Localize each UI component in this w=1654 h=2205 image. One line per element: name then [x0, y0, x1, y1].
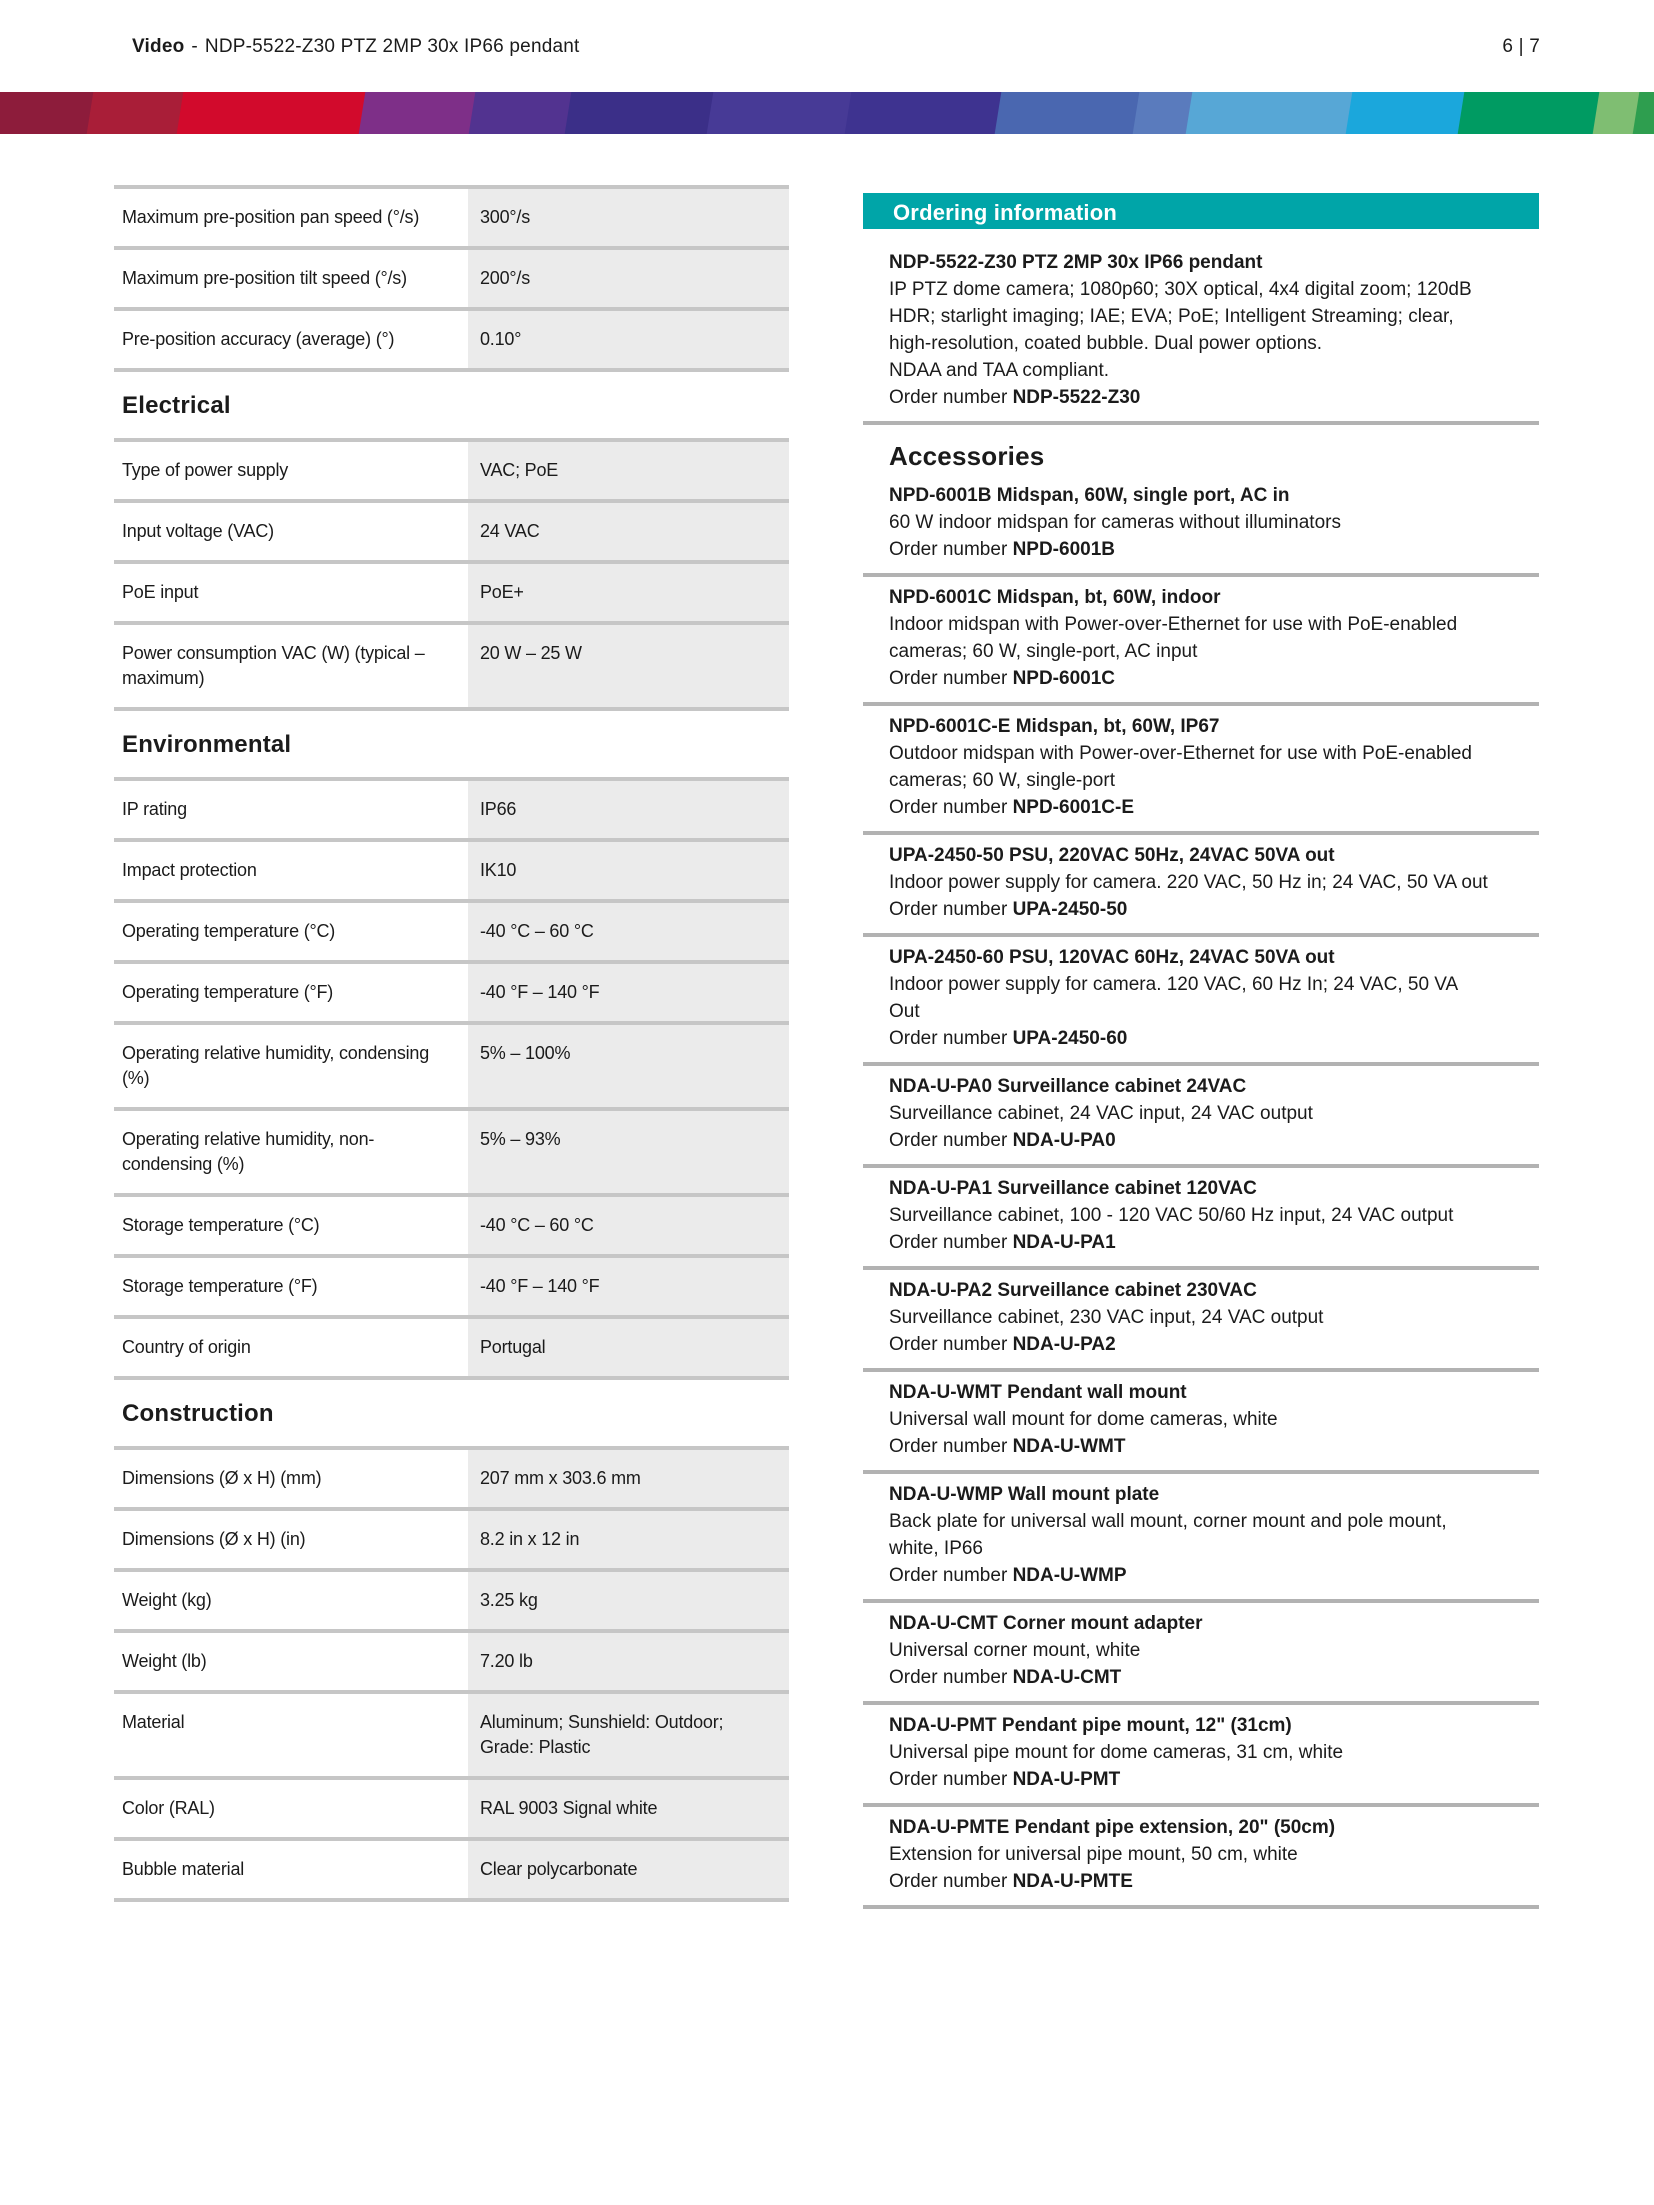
- ordering-column: [863, 193, 1539, 1909]
- accessory-name: NPD-6001C Midspan, bt, 60W, indoor: [889, 587, 1221, 608]
- accessory-order-line: [889, 1025, 1493, 1052]
- color-bar-segment: [468, 92, 578, 134]
- accessory-order-line: [889, 1562, 1493, 1589]
- spec-label: Country of origin: [122, 1337, 251, 1357]
- accessory-description: Indoor midspan with Power-over-Ethernet for use with PoE-enabled cameras; 60 W, single-port, AC input: [889, 614, 1458, 662]
- spec-table-row: [114, 560, 789, 621]
- accessory-item: [863, 1168, 1539, 1270]
- spec-value: 300°/s: [468, 189, 789, 246]
- accessory-name: NDA-U-PA2 Surveillance cabinet 230VAC: [889, 1280, 1257, 1301]
- spec-table: [114, 185, 789, 372]
- product-description: IP PTZ dome camera; 1080p60; 30X optical, 4x4 digital zoom; 120dB HDR; starlight imaging; IAE; EVA; PoE; Intelligent Streaming; clear, high-resolution, coated bubble. Dual power options.: [889, 279, 1472, 354]
- spec-table-row: [114, 1690, 789, 1776]
- spec-value: 0.10°: [468, 311, 789, 368]
- order-number-label: Order number: [889, 387, 1008, 408]
- spec-table-row: [114, 185, 789, 246]
- header-separator: -: [191, 36, 198, 57]
- spec-table-row: [114, 307, 789, 368]
- order-number-label: Order number: [889, 1130, 1008, 1151]
- spec-label: Material: [122, 1712, 185, 1732]
- order-number-label: Order number: [889, 1334, 1008, 1355]
- spec-section-title: Electrical: [122, 392, 231, 419]
- color-bar-segment: [994, 92, 1147, 134]
- spec-table: [114, 777, 789, 1380]
- accessory-order-number: NDA-U-WMT: [1012, 1436, 1126, 1457]
- spec-table-row: [114, 1021, 789, 1107]
- accessory-item: [863, 1705, 1539, 1807]
- order-number-label: Order number: [889, 1769, 1008, 1790]
- accessory-item: [863, 937, 1539, 1066]
- product-compliance-note: NDAA and TAA compliant.: [889, 360, 1110, 381]
- spec-table-row: [114, 1837, 789, 1898]
- product-order-line: [889, 384, 1493, 411]
- accessory-description: Universal wall mount for dome cameras, white: [889, 1409, 1278, 1430]
- color-bar-segment: [564, 92, 721, 134]
- accessory-name: NDA-U-PA1 Surveillance cabinet 120VAC: [889, 1178, 1257, 1199]
- spec-table-row: [114, 1193, 789, 1254]
- spec-label: Pre-position accuracy (average) (°): [122, 329, 395, 349]
- accessory-order-number: NDA-U-PMT: [1012, 1769, 1121, 1790]
- accessory-description: Universal corner mount, white: [889, 1640, 1141, 1661]
- accessory-name: NDA-U-WMP Wall mount plate: [889, 1484, 1160, 1505]
- spec-value: 207 mm x 303.6 mm: [468, 1450, 789, 1507]
- page-header: [132, 36, 1540, 58]
- spec-section: [114, 1400, 789, 1902]
- spec-value: Aluminum; Sunshield: Outdoor; Grade: Plastic: [468, 1694, 789, 1776]
- accessory-name: NPD-6001C-E Midspan, bt, 60W, IP67: [889, 716, 1220, 737]
- accessory-order-line: [889, 1229, 1493, 1256]
- accessory-description: Indoor power supply for camera. 120 VAC, 60 Hz In; 24 VAC, 50 VA Out: [889, 974, 1458, 1022]
- spec-value: -40 °F – 140 °F: [468, 964, 789, 1021]
- accessory-name: UPA-2450-50 PSU, 220VAC 50Hz, 24VAC 50VA out: [889, 845, 1335, 866]
- accessory-item: [863, 1603, 1539, 1705]
- spec-value: -40 °C – 60 °C: [468, 1197, 789, 1254]
- accessory-description: Universal pipe mount for dome cameras, 31 cm, white: [889, 1742, 1344, 1763]
- spec-label: Weight (kg): [122, 1590, 212, 1610]
- color-bar-segment: [1186, 92, 1361, 134]
- spec-label: Operating temperature (°F): [122, 982, 334, 1002]
- accessory-order-line: [889, 1766, 1493, 1793]
- color-bar-segment: [706, 92, 859, 134]
- page-number: 6 | 7: [1502, 36, 1540, 57]
- spec-table-row: [114, 621, 789, 707]
- ordering-information-banner: [863, 193, 1539, 229]
- spec-label: Maximum pre-position tilt speed (°/s): [122, 268, 407, 288]
- accessory-name: NDA-U-PMT Pendant pipe mount, 12" (31cm): [889, 1715, 1292, 1736]
- spec-table-row: [114, 438, 789, 499]
- spec-table: [114, 438, 789, 711]
- color-bar-segment: [845, 92, 1009, 134]
- spec-section-title: Construction: [122, 1400, 274, 1427]
- accessory-item: [863, 835, 1539, 937]
- brand-color-bar: [0, 92, 1654, 134]
- spec-value: 24 VAC: [468, 503, 789, 560]
- order-number-label: Order number: [889, 899, 1008, 920]
- accessory-name: NDA-U-PMTE Pendant pipe extension, 20" (50cm): [889, 1817, 1336, 1838]
- spec-label: Storage temperature (°C): [122, 1215, 320, 1235]
- order-number-label: Order number: [889, 1028, 1008, 1049]
- accessory-name: NDA-U-CMT Corner mount adapter: [889, 1613, 1203, 1634]
- spec-value: Clear polycarbonate: [468, 1841, 789, 1898]
- ordering-information-title: Ordering information: [893, 200, 1117, 225]
- spec-value: 5% – 100%: [468, 1025, 789, 1107]
- accessory-description: 60 W indoor midspan for cameras without illuminators: [889, 512, 1341, 533]
- order-number-label: Order number: [889, 1871, 1008, 1892]
- accessory-item: [863, 577, 1539, 706]
- spec-section: [114, 185, 789, 372]
- spec-table-row: [114, 1507, 789, 1568]
- spec-value: -40 °C – 60 °C: [468, 903, 789, 960]
- spec-label: Type of power supply: [122, 460, 289, 480]
- spec-label: Operating temperature (°C): [122, 921, 336, 941]
- spec-table-row: [114, 838, 789, 899]
- accessory-order-line: [889, 1433, 1493, 1460]
- accessories-heading: Accessories: [889, 441, 1045, 471]
- order-number-label: Order number: [889, 1565, 1008, 1586]
- spec-value: IP66: [468, 781, 789, 838]
- header-category: Video: [132, 36, 185, 57]
- accessory-description: Indoor power supply for camera. 220 VAC, 50 Hz in; 24 VAC, 50 VA out: [889, 872, 1488, 893]
- spec-table-row: [114, 1254, 789, 1315]
- accessory-order-line: [889, 1664, 1493, 1691]
- spec-table-row: [114, 777, 789, 838]
- spec-table-row: [114, 1107, 789, 1193]
- product-name: NDP-5522-Z30 PTZ 2MP 30x IP66 pendant: [889, 252, 1263, 273]
- spec-table-row: [114, 899, 789, 960]
- spec-table-row: [114, 499, 789, 560]
- accessory-item: [863, 1372, 1539, 1474]
- accessory-order-number: UPA-2450-50: [1012, 899, 1128, 920]
- accessory-description: Surveillance cabinet, 230 VAC input, 24 VAC output: [889, 1307, 1324, 1328]
- spec-label: Color (RAL): [122, 1798, 215, 1818]
- accessory-name: NPD-6001B Midspan, 60W, single port, AC in: [889, 485, 1290, 506]
- accessory-order-line: [889, 665, 1493, 692]
- spec-value: -40 °F – 140 °F: [468, 1258, 789, 1315]
- order-number-label: Order number: [889, 1436, 1008, 1457]
- accessory-item: [863, 706, 1539, 835]
- color-bar-segment: [1458, 92, 1608, 134]
- spec-table-row: [114, 1776, 789, 1837]
- accessory-item: [863, 475, 1539, 577]
- order-number-label: Order number: [889, 1667, 1008, 1688]
- accessory-order-number: NDA-U-PA1: [1012, 1232, 1116, 1253]
- order-number: NDP-5522-Z30: [1012, 387, 1141, 408]
- spec-table-row: [114, 1629, 789, 1690]
- spec-section: [114, 392, 789, 711]
- color-bar-segment: [1346, 92, 1472, 134]
- spec-table-row: [114, 1568, 789, 1629]
- order-number-label: Order number: [889, 797, 1008, 818]
- accessory-item: [863, 1066, 1539, 1168]
- spec-table-row: [114, 960, 789, 1021]
- accessory-order-line: [889, 1868, 1493, 1895]
- accessory-order-line: [889, 896, 1493, 923]
- spec-label: Impact protection: [122, 860, 257, 880]
- order-number-label: Order number: [889, 668, 1008, 689]
- spec-label: Input voltage (VAC): [122, 521, 274, 541]
- accessory-name: UPA-2450-60 PSU, 120VAC 60Hz, 24VAC 50VA out: [889, 947, 1335, 968]
- accessories-list: [863, 475, 1539, 1909]
- spec-value: VAC; PoE: [468, 442, 789, 499]
- color-bar-segment: [358, 92, 483, 134]
- spec-label: Dimensions (Ø x H) (mm): [122, 1468, 322, 1488]
- accessory-name: NDA-U-PA0 Surveillance cabinet 24VAC: [889, 1076, 1247, 1097]
- spec-section-title: Environmental: [122, 731, 292, 758]
- spec-value: 5% – 93%: [468, 1111, 789, 1193]
- accessory-order-number: UPA-2450-60: [1012, 1028, 1128, 1049]
- spec-label: IP rating: [122, 799, 187, 819]
- color-bar-segment: [177, 92, 373, 134]
- header-product-title: NDP-5522-Z30 PTZ 2MP 30x IP66 pendant: [204, 36, 580, 57]
- accessory-item: [863, 1270, 1539, 1372]
- accessory-order-line: [889, 536, 1493, 563]
- spec-label: Storage temperature (°F): [122, 1276, 318, 1296]
- spec-table-row: [114, 246, 789, 307]
- spec-label: PoE input: [122, 582, 199, 602]
- spec-value: PoE+: [468, 564, 789, 621]
- color-bar-segment: [0, 92, 101, 134]
- order-number-label: Order number: [889, 539, 1008, 560]
- spec-label: Operating relative humidity, condensing (%): [122, 1043, 430, 1088]
- spec-label: Operating relative humidity, non-condensing (%): [122, 1129, 375, 1174]
- accessory-description: Surveillance cabinet, 100 - 120 VAC 50/60 Hz input, 24 VAC output: [889, 1205, 1454, 1226]
- accessory-name: NDA-U-WMT Pendant wall mount: [889, 1382, 1187, 1403]
- accessory-item: [863, 1474, 1539, 1603]
- spec-value: 7.20 lb: [468, 1633, 789, 1690]
- specifications-column: [114, 185, 789, 1902]
- spec-value: 3.25 kg: [468, 1572, 789, 1629]
- color-bar-segment: [87, 92, 192, 134]
- spec-label: Maximum pre-position pan speed (°/s): [122, 207, 420, 227]
- spec-section: [114, 731, 789, 1380]
- spec-value: 8.2 in x 12 in: [468, 1511, 789, 1568]
- accessory-order-number: NDA-U-PA0: [1012, 1130, 1116, 1151]
- accessory-order-number: NPD-6001C: [1012, 668, 1115, 689]
- accessory-order-number: NDA-U-PA2: [1012, 1334, 1116, 1355]
- accessory-order-number: NPD-6001B: [1012, 539, 1115, 560]
- accessory-description: Extension for universal pipe mount, 50 cm, white: [889, 1844, 1298, 1865]
- accessory-order-number: NPD-6001C-E: [1012, 797, 1134, 818]
- spec-table-row: [114, 1315, 789, 1376]
- spec-value: Portugal: [468, 1319, 789, 1376]
- accessory-description: Back plate for universal wall mount, corner mount and pole mount, white, IP66: [889, 1511, 1447, 1559]
- spec-label: Dimensions (Ø x H) (in): [122, 1529, 306, 1549]
- spec-value: RAL 9003 Signal white: [468, 1780, 789, 1837]
- spec-value: IK10: [468, 842, 789, 899]
- spec-value: 20 W – 25 W: [468, 625, 789, 707]
- spec-table: [114, 1446, 789, 1902]
- spec-table-row: [114, 1446, 789, 1507]
- spec-label: Bubble material: [122, 1859, 245, 1879]
- accessory-order-line: [889, 1331, 1493, 1358]
- accessory-order-line: [889, 1127, 1493, 1154]
- accessory-order-number: NDA-U-CMT: [1012, 1667, 1122, 1688]
- accessory-description: Outdoor midspan with Power-over-Ethernet for use with PoE-enabled cameras; 60 W, single-port: [889, 743, 1472, 791]
- accessory-item: [863, 1807, 1539, 1909]
- spec-label: Weight (lb): [122, 1651, 207, 1671]
- accessory-order-line: [889, 794, 1493, 821]
- product-ordering-block: [863, 249, 1539, 425]
- spec-label: Power consumption VAC (W) (typical – maximum): [122, 643, 425, 688]
- accessory-description: Surveillance cabinet, 24 VAC input, 24 VAC output: [889, 1103, 1313, 1124]
- order-number-label: Order number: [889, 1232, 1008, 1253]
- spec-value: 200°/s: [468, 250, 789, 307]
- accessory-order-number: NDA-U-WMP: [1012, 1565, 1127, 1586]
- accessory-order-number: NDA-U-PMTE: [1012, 1871, 1133, 1892]
